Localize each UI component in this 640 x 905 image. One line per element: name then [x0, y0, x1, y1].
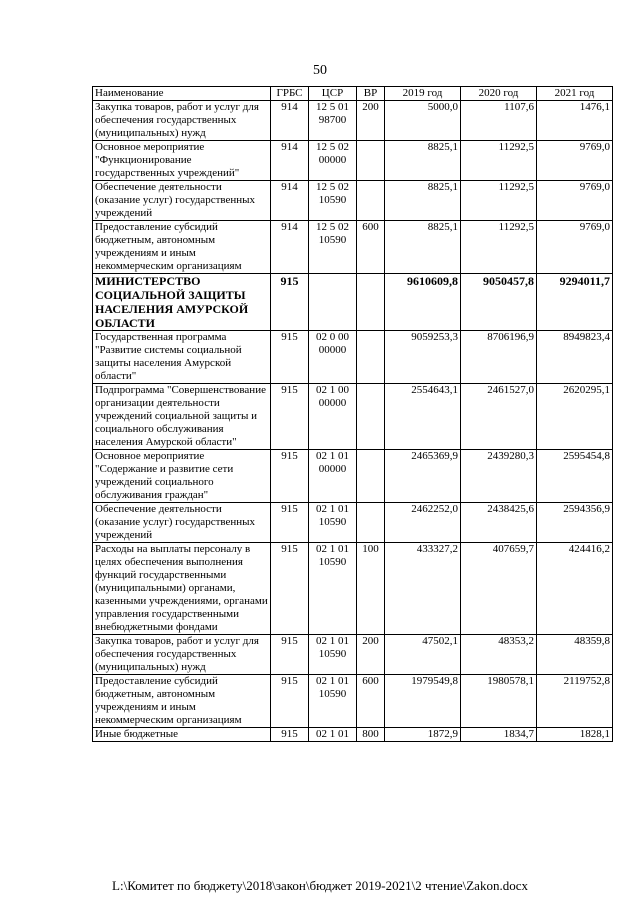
cell-csr: 02 0 00 00000 — [309, 331, 357, 384]
cell-2021: 424416,2 — [537, 543, 613, 635]
cell-grbs: 914 — [271, 141, 309, 181]
cell-name: Основное мероприятие "Содержание и развитие сети учреждений социального обслуживания граждан" — [93, 450, 271, 503]
cell-2020: 11292,5 — [461, 181, 537, 221]
cell-2019: 1872,9 — [385, 728, 461, 742]
cell-csr: 12 5 02 00000 — [309, 141, 357, 181]
cell-2021: 9294011,7 — [537, 274, 613, 331]
cell-2021: 9769,0 — [537, 141, 613, 181]
cell-2021: 1828,1 — [537, 728, 613, 742]
cell-grbs: 914 — [271, 181, 309, 221]
cell-vr — [357, 274, 385, 331]
cell-2019: 8825,1 — [385, 221, 461, 274]
cell-grbs: 915 — [271, 728, 309, 742]
cell-vr: 600 — [357, 675, 385, 728]
header-grbs: ГРБС — [271, 87, 309, 101]
cell-vr — [357, 181, 385, 221]
table-row — [93, 181, 613, 221]
cell-vr: 800 — [357, 728, 385, 742]
cell-name: Обеспечение деятельности (оказание услуг) государственных учреждений — [93, 503, 271, 543]
cell-grbs: 915 — [271, 450, 309, 503]
cell-grbs: 915 — [271, 384, 309, 450]
cell-2019: 2465369,9 — [385, 450, 461, 503]
cell-grbs: 915 — [271, 331, 309, 384]
cell-vr: 600 — [357, 221, 385, 274]
cell-2020: 407659,7 — [461, 543, 537, 635]
cell-csr: 12 5 02 10590 — [309, 181, 357, 221]
cell-vr — [357, 141, 385, 181]
cell-csr: 12 5 02 10590 — [309, 221, 357, 274]
cell-2020: 1107,6 — [461, 101, 537, 141]
cell-csr: 02 1 01 00000 — [309, 450, 357, 503]
cell-csr: 02 1 00 00000 — [309, 384, 357, 450]
cell-name: Иные бюджетные — [93, 728, 271, 742]
cell-2021: 48359,8 — [537, 635, 613, 675]
cell-2021: 9769,0 — [537, 221, 613, 274]
cell-name: Предоставление субсидий бюджетным, автономным учреждениям и иным некоммерческим организациям — [93, 221, 271, 274]
cell-vr — [357, 331, 385, 384]
cell-grbs: 915 — [271, 543, 309, 635]
cell-name: Закупка товаров, работ и услуг для обеспечения государственных (муниципальных) нужд — [93, 635, 271, 675]
cell-2020: 11292,5 — [461, 221, 537, 274]
table-row — [93, 141, 613, 181]
cell-grbs: 914 — [271, 101, 309, 141]
cell-grbs: 914 — [271, 221, 309, 274]
table-row — [93, 384, 613, 450]
header-csr: ЦСР — [309, 87, 357, 101]
cell-2019: 8825,1 — [385, 141, 461, 181]
header-vr: ВР — [357, 87, 385, 101]
table-row — [93, 101, 613, 141]
cell-vr — [357, 384, 385, 450]
budget-table — [92, 86, 613, 742]
cell-2019: 2554643,1 — [385, 384, 461, 450]
cell-2019: 9610609,8 — [385, 274, 461, 331]
cell-vr: 100 — [357, 543, 385, 635]
cell-2020: 2439280,3 — [461, 450, 537, 503]
cell-2020: 1980578,1 — [461, 675, 537, 728]
cell-name: Основное мероприятие "Функционирование государственных учреждений" — [93, 141, 271, 181]
cell-csr: 02 1 01 10590 — [309, 543, 357, 635]
cell-2021: 2594356,9 — [537, 503, 613, 543]
cell-2019: 1979549,8 — [385, 675, 461, 728]
cell-2021: 9769,0 — [537, 181, 613, 221]
cell-csr: 12 5 01 98700 — [309, 101, 357, 141]
cell-2021: 2119752,8 — [537, 675, 613, 728]
cell-grbs: 915 — [271, 274, 309, 331]
cell-name: Закупка товаров, работ и услуг для обеспечения государственных (муниципальных) нужд — [93, 101, 271, 141]
cell-grbs: 915 — [271, 635, 309, 675]
cell-csr: 02 1 01 10590 — [309, 675, 357, 728]
header-2021: 2021 год — [537, 87, 613, 101]
cell-2021: 2620295,1 — [537, 384, 613, 450]
table-row — [93, 503, 613, 543]
cell-2020: 9050457,8 — [461, 274, 537, 331]
header-2020: 2020 год — [461, 87, 537, 101]
table-row — [93, 221, 613, 274]
cell-vr: 200 — [357, 635, 385, 675]
cell-grbs: 915 — [271, 503, 309, 543]
cell-name: Расходы на выплаты персоналу в целях обеспечения выполнения функций государственными (муниципальными) органами, казенными учреждениями, органами управления государственными внебюджетными фондами — [93, 543, 271, 635]
cell-2020: 11292,5 — [461, 141, 537, 181]
cell-2019: 5000,0 — [385, 101, 461, 141]
cell-2021: 1476,1 — [537, 101, 613, 141]
cell-vr: 200 — [357, 101, 385, 141]
table-row — [93, 635, 613, 675]
cell-2020: 1834,7 — [461, 728, 537, 742]
cell-grbs: 915 — [271, 675, 309, 728]
cell-2020: 2438425,6 — [461, 503, 537, 543]
cell-csr: 02 1 01 — [309, 728, 357, 742]
cell-vr — [357, 503, 385, 543]
cell-2021: 8949823,4 — [537, 331, 613, 384]
cell-name: Подпрограмма "Совершенствование организации деятельности учреждений социальной защиты и социального обслуживания населения Амурской области" — [93, 384, 271, 450]
table-header-row — [93, 87, 613, 101]
header-2019: 2019 год — [385, 87, 461, 101]
page-number: 50 — [313, 63, 327, 78]
table-row — [93, 543, 613, 635]
cell-2021: 2595454,8 — [537, 450, 613, 503]
cell-2019: 433327,2 — [385, 543, 461, 635]
cell-name: Обеспечение деятельности (оказание услуг) государственных учреждений — [93, 181, 271, 221]
table-row — [93, 450, 613, 503]
file-path-footer: L:\Комитет по бюджету\2018\закон\бюджет 2019-2021\2 чтение\Zakon.docx — [112, 878, 528, 893]
cell-2019: 2462252,0 — [385, 503, 461, 543]
cell-2019: 9059253,3 — [385, 331, 461, 384]
cell-name: МИНИСТЕРСТВО СОЦИАЛЬНОЙ ЗАЩИТЫ НАСЕЛЕНИЯ АМУРСКОЙ ОБЛАСТИ — [93, 274, 271, 331]
cell-2020: 48353,2 — [461, 635, 537, 675]
table-row — [93, 331, 613, 384]
cell-vr — [357, 450, 385, 503]
table-row — [93, 274, 613, 331]
table-row — [93, 728, 613, 742]
cell-2019: 47502,1 — [385, 635, 461, 675]
table-row — [93, 675, 613, 728]
cell-name: Предоставление субсидий бюджетным, автономным учреждениям и иным некоммерческим организациям — [93, 675, 271, 728]
cell-2020: 8706196,9 — [461, 331, 537, 384]
cell-csr: 02 1 01 10590 — [309, 635, 357, 675]
cell-csr: 02 1 01 10590 — [309, 503, 357, 543]
header-name: Наименование — [93, 87, 271, 101]
cell-csr — [309, 274, 357, 331]
cell-name: Государственная программа "Развитие системы социальной защиты населения Амурской области" — [93, 331, 271, 384]
cell-2020: 2461527,0 — [461, 384, 537, 450]
cell-2019: 8825,1 — [385, 181, 461, 221]
